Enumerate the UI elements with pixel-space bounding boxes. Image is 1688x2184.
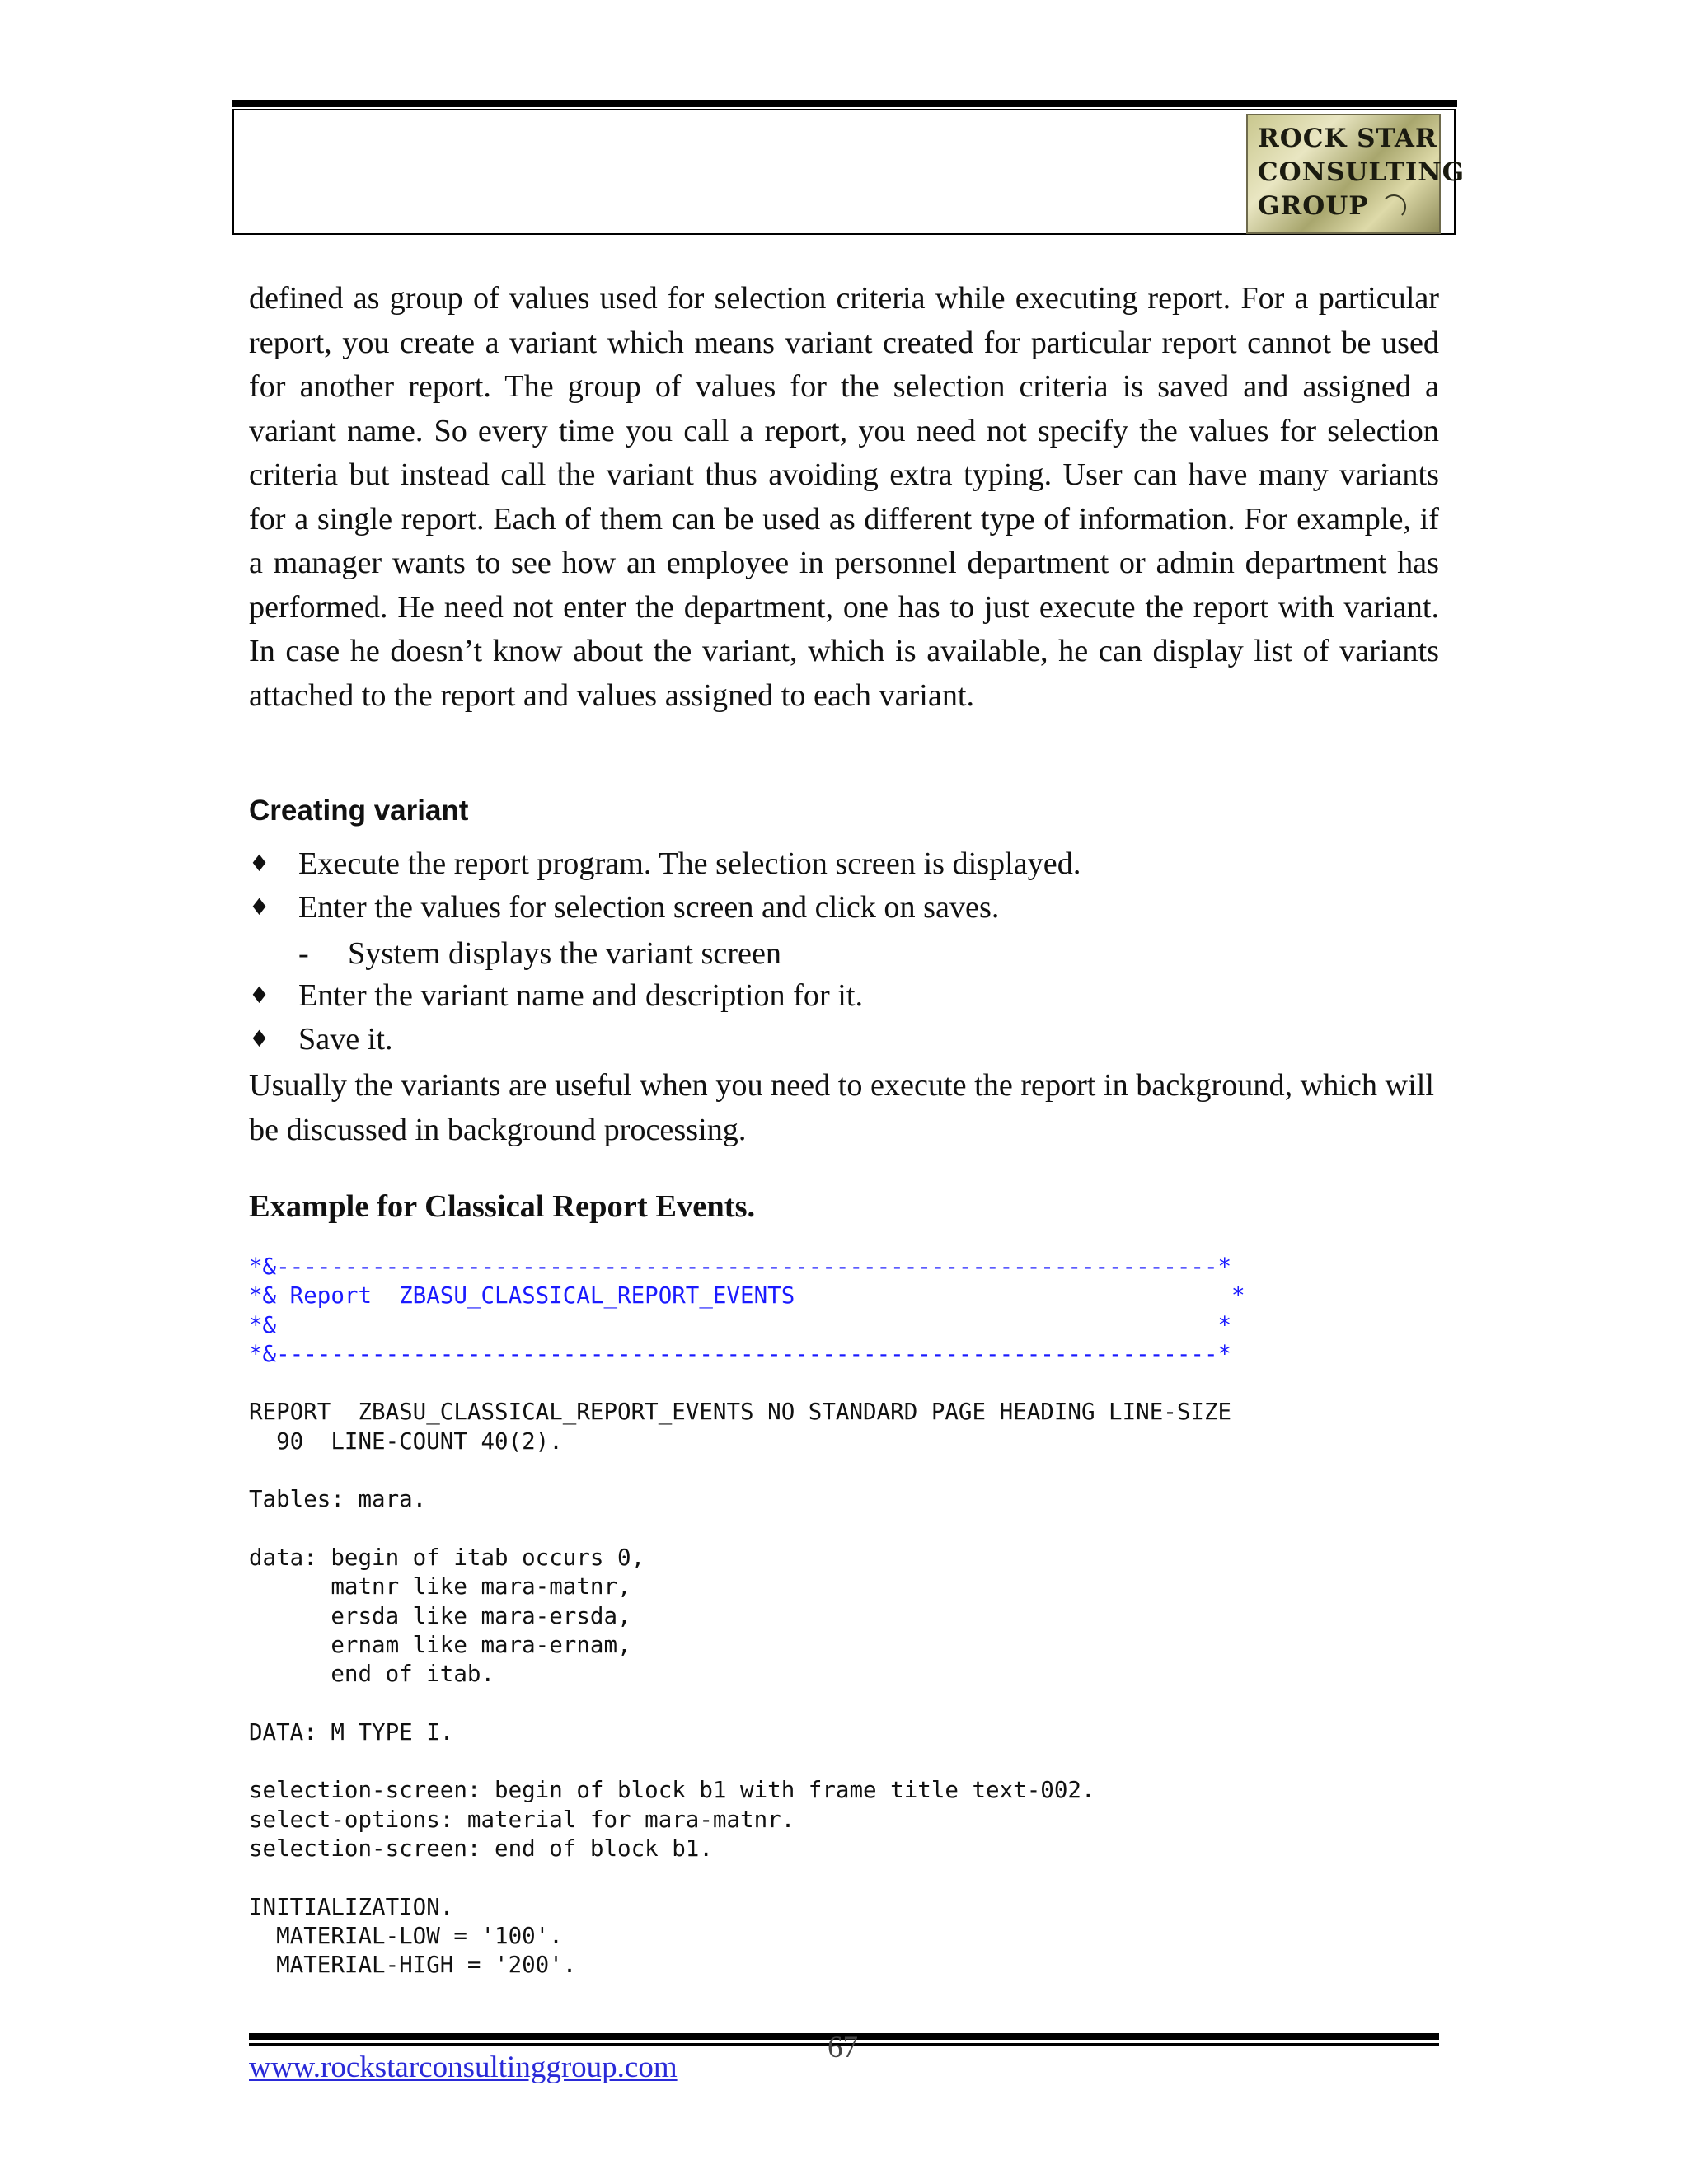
website-link[interactable]: www.rockstarconsultinggroup.com: [249, 2050, 678, 2084]
diamond-bullet-icon: ♦: [249, 982, 270, 1009]
code-line: INITIALIZATION.: [249, 1893, 454, 1920]
code-line: REPORT ZBASU_CLASSICAL_REPORT_EVENTS NO STANDARD PAGE HEADING LINE-SIZE: [249, 1399, 1232, 1426]
list-item-text: Enter the values for selection screen and click on saves.: [298, 890, 1000, 925]
diamond-bullet-icon: ♦: [249, 893, 270, 921]
code-comment-line: *& Report ZBASU_CLASSICAL_REPORT_EVENTS *: [249, 1282, 1245, 1310]
code-comment-line: *&---------------------------------------------------------------------*: [249, 1254, 1232, 1280]
code-line: data: begin of itab occurs 0,: [249, 1544, 645, 1571]
code-comment-line: *&---------------------------------------------------------------------*: [249, 1340, 1232, 1367]
code-line: end of itab.: [249, 1661, 495, 1688]
code-line: DATA: M TYPE I.: [249, 1718, 454, 1746]
code-line: MATERIAL-HIGH = '200'.: [249, 1952, 577, 1979]
list-item-text: Enter the variant name and description for it.: [298, 978, 864, 1013]
logo-line: ROCK STAR: [1258, 124, 1437, 153]
code-line: matnr like mara-matnr,: [249, 1573, 631, 1601]
company-logo: [1246, 114, 1465, 234]
code-line: MATERIAL-LOW = '100'.: [249, 1922, 563, 1949]
section-title: Creating variant: [249, 794, 469, 827]
code-line: select-options: material for mara-matnr.: [249, 1806, 795, 1833]
list-item-text: Execute the report program. The selection screen is displayed.: [298, 846, 1081, 881]
code-line: ersda like mara-ersda,: [249, 1602, 631, 1629]
closing-paragraph: Usually the variants are useful when you need to execute the report in background, which will be discussed in background processing.: [249, 1068, 1434, 1147]
code-comment-line: *& *: [249, 1311, 1232, 1338]
code-line: ernam like mara-ernam,: [249, 1631, 631, 1658]
diamond-bullet-icon: ♦: [249, 850, 270, 877]
list-item-text: System displays the variant screen: [348, 936, 782, 971]
diamond-bullet-icon: ♦: [249, 1025, 270, 1052]
logo-line: GROUP: [1258, 191, 1369, 221]
example-title: Example for Classical Report Events.: [249, 1189, 756, 1224]
list-item-text: Save it.: [298, 1022, 393, 1057]
sub-list-item: [298, 933, 782, 974]
code-line: selection-screen: end of block b1.: [249, 1835, 713, 1862]
page-number: 67: [828, 2031, 858, 2064]
dash-marker: -: [298, 936, 309, 971]
logo-swirl-icon: [1381, 194, 1406, 219]
code-line: Tables: mara.: [249, 1486, 427, 1513]
code-block: [249, 1253, 1245, 1980]
code-line: 90 LINE-COUNT 40(2).: [249, 1427, 563, 1455]
body-paragraph: defined as group of values used for selection criteria while executing report. For a particular report, you create a variant which means variant created for particular report cannot be used for another report. The group of values for the selection criteria is saved and assigned a variant name. So every time you call a report, you need not specify the values for selection criteria but instead call the variant thus avoiding extra typing. User can have many variants for a single report. Each of them can be used as different type of information. For example, if a manager wants to see how an employee in personnel department or admin department has performed. He need not enter the department, one has to just execute the report with variant. In case he doesn’t know about the variant, which is available, he can display list of variants attached to the report and values assigned to each variant.: [249, 281, 1439, 713]
logo-line: CONSULTING: [1258, 157, 1465, 187]
header-rule: [232, 100, 1457, 107]
code-line: selection-screen: begin of block b1 with frame title text-002.: [249, 1777, 1095, 1804]
